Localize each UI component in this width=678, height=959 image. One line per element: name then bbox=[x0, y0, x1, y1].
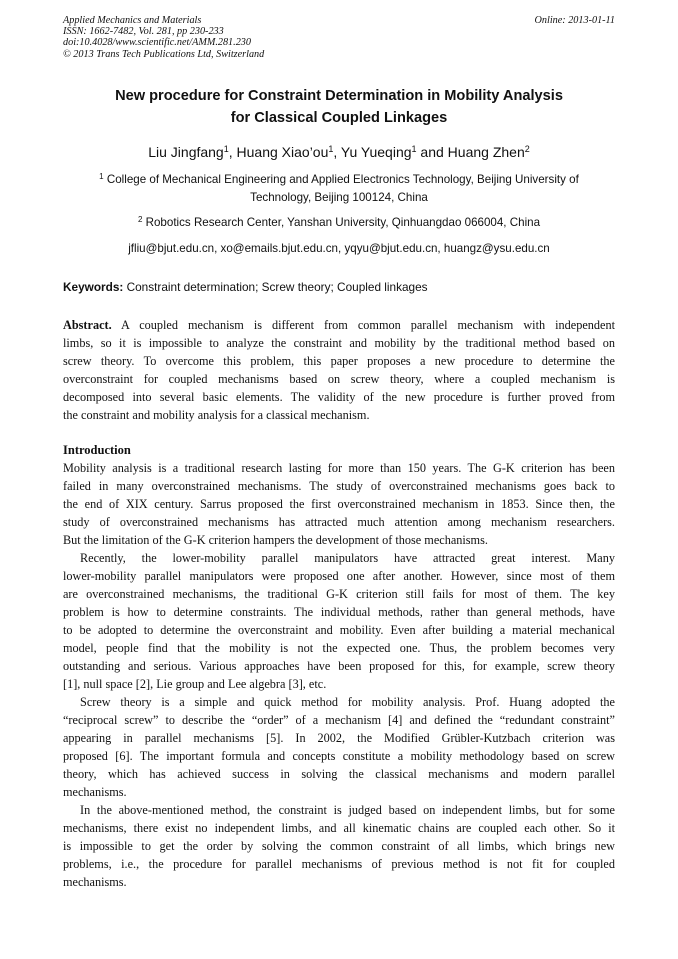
body-line: [1], null space [2], Lie group and Lee algebra [3], etc. bbox=[63, 677, 327, 691]
body-line: is impossible to get the order by solving the common constraint of all limbs, which brings new bbox=[63, 839, 615, 853]
body-line: the end of XIX century. Sarrus proposed the first overconstrained mechanism in 1853. Since then, the bbox=[63, 497, 615, 511]
body-line: mechanisms, there exist no independent limbs, and all kinematic chains are coupled each other. So it bbox=[63, 821, 615, 835]
affiliation-mark: 1 bbox=[411, 144, 417, 154]
title-line-2: for Classical Coupled Linkages bbox=[230, 109, 448, 126]
body-line: problem is how to determine constraints. The individual methods, rather than general methods, have bbox=[63, 605, 615, 619]
email-list bbox=[63, 240, 615, 258]
author-name: Liu Jingfang bbox=[148, 144, 224, 160]
affiliation-mark: 1 bbox=[223, 144, 229, 154]
affiliation-1-line-2: Technology, Beijing 100124, China bbox=[250, 191, 428, 204]
author-name: and Huang Zhen bbox=[416, 144, 525, 160]
abstract-line: screw theory. To overcome this problem, this paper proposes a new procedure to determine the bbox=[63, 354, 615, 368]
body-line: appearing in parallel mechanisms [5]. In 2002, the Modified Grübler-Kutzbach criterion was bbox=[63, 731, 615, 745]
body-line: But the limitation of the G-K criterion hampers the development of those mechanisms. bbox=[63, 533, 488, 547]
affiliation-1 bbox=[63, 171, 615, 207]
abstract-line: overconstraint for coupled mechanisms based on screw theory, where a coupled mechanism is bbox=[63, 372, 615, 386]
abstract-line: decomposed into several basic elements. The validity of the new procedure is further proved from bbox=[63, 390, 615, 404]
body-line: mechanisms. bbox=[63, 875, 127, 889]
keywords bbox=[63, 280, 615, 294]
abstract bbox=[63, 316, 615, 424]
body-line: “reciprocal screw” to describe the “order” of a mechanism [4] and defined the “redundant constraint” bbox=[63, 713, 615, 727]
emails: jfliu@bjut.edu.cn, xo@emails.bjut.edu.cn, yqyu@bjut.edu.cn, huangz@ysu.edu.cn bbox=[128, 242, 550, 255]
abstract-label: Abstract. bbox=[63, 318, 112, 332]
affiliation-1-line-1: College of Mechanical Engineering and Applied Electronics Technology, Beijing University of bbox=[103, 173, 579, 186]
body-line: failed in many overconstrained mechanisms. The study of overconstrained mechanisms goes back to bbox=[63, 479, 615, 493]
introduction-heading: Introduction bbox=[63, 443, 131, 457]
body-line: proposed [6]. The important formula and concepts constitute a mobility methodology based on screw bbox=[63, 749, 615, 763]
abstract-line: A coupled mechanism is different from common parallel mechanism with independent bbox=[111, 318, 615, 332]
body-line: study of overconstrained mechanisms has attracted much attention among mechanism researchers. bbox=[63, 515, 615, 529]
affiliation-mark: 1 bbox=[328, 144, 334, 154]
body-line: to be adopted to determine the overconstraint and mobility. Even after building a material mechanical bbox=[63, 623, 615, 637]
doi-line: doi:10.4028/www.scientific.net/AMM.281.230 bbox=[63, 37, 251, 49]
paper-title bbox=[63, 86, 615, 129]
journal-name: Applied Mechanics and Materials bbox=[63, 15, 202, 26]
author-name: , Yu Yueqing bbox=[333, 144, 412, 160]
body-line: are overconstrained mechanisms, the traditional G-K criterion still fails for most of them. The key bbox=[63, 587, 615, 601]
body-line: lower-mobility parallel manipulators were proposed one after another. However, since most of them bbox=[63, 569, 615, 583]
affiliation-mark: 1 bbox=[99, 172, 104, 181]
journal-header bbox=[63, 15, 615, 60]
affiliation-mark: 2 bbox=[524, 144, 530, 154]
abstract-line: limbs, so it is impossible to analyze the constraint and mobility by the traditional method based on bbox=[63, 336, 615, 350]
body-line: In the above-mentioned method, the constraint is judged based on independent limbs, but for some bbox=[80, 803, 615, 817]
body-line: Mobility analysis is a traditional research lasting for more than 150 years. The G-K criterion has been bbox=[63, 461, 615, 475]
body-line: Screw theory is a simple and quick method for mobility analysis. Prof. Huang adopted the bbox=[80, 695, 615, 709]
keywords-text: Constraint determination; Screw theory; Coupled linkages bbox=[123, 280, 428, 294]
body-line: theory, which has achieved success in solving the classical mechanisms and modern parallel bbox=[63, 767, 615, 781]
author-list bbox=[63, 144, 615, 160]
issn-line: ISSN: 1662-7482, Vol. 281, pp 230-233 bbox=[63, 26, 224, 38]
copyright-line: © 2013 Trans Tech Publications Ltd, Switzerland bbox=[63, 48, 265, 60]
title-line-1: New procedure for Constraint Determination in Mobility Analysis bbox=[115, 88, 563, 104]
affiliation-2 bbox=[63, 214, 615, 232]
keywords-label: Keywords: bbox=[63, 280, 124, 294]
body-line: outstanding and serious. Various approaches have been proposed for this, for example, screw theory bbox=[63, 659, 615, 673]
abstract-line: the constraint and mobility analysis for a classical mechanism. bbox=[63, 408, 370, 422]
body-line: mechanisms. bbox=[63, 785, 127, 799]
author-name: , Huang Xiao’ou bbox=[228, 144, 329, 160]
body-line: Recently, the lower-mobility parallel manipulators have attracted great interest. Many bbox=[80, 551, 615, 565]
affiliation-mark: 2 bbox=[137, 215, 143, 224]
introduction-body bbox=[63, 459, 615, 891]
affiliation-2-line: Robotics Research Center, Yanshan University, Qinhuangdao 066004, China bbox=[142, 216, 541, 229]
body-line: problems, i.e., the procedure for parallel mechanisms of previous method is not fit for coupled bbox=[63, 857, 615, 871]
online-date: Online: 2013-01-11 bbox=[534, 15, 615, 26]
body-line: model, people find that the mobility is not the expected one. Thus, the problem becomes very bbox=[63, 641, 615, 655]
